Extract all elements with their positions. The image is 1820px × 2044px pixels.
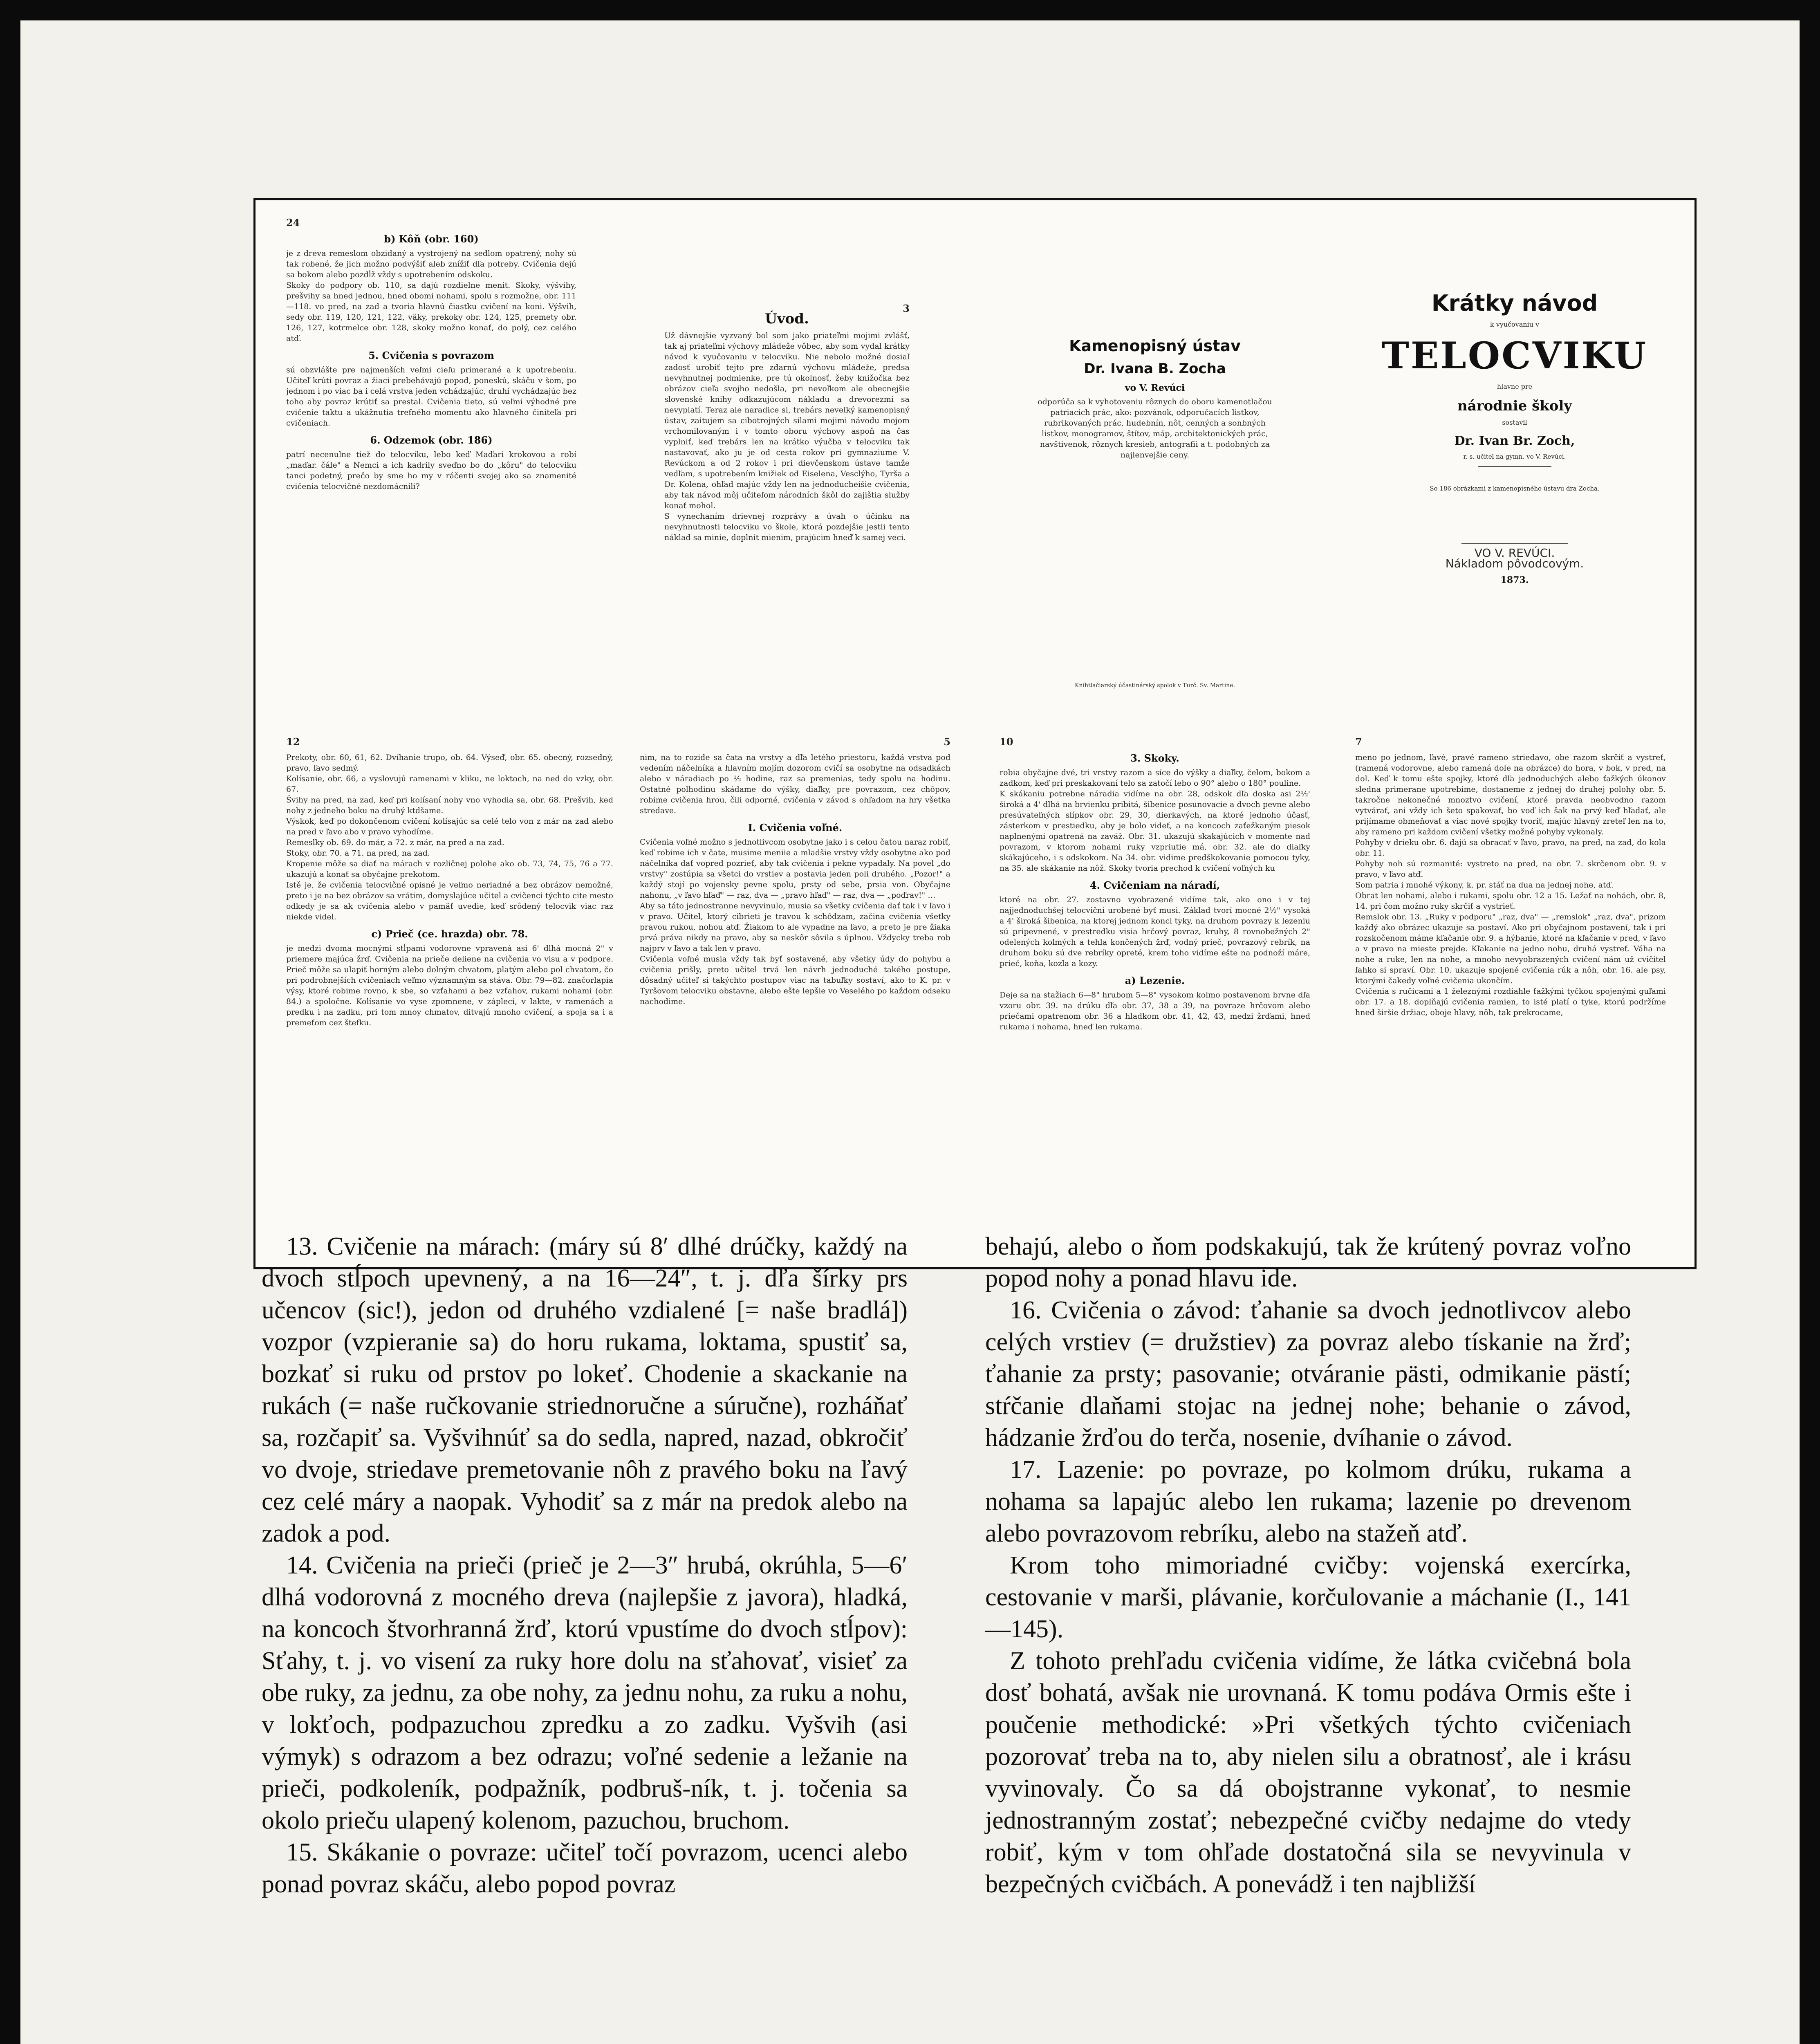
paragraph: Výskok, keď po dokončenom cvičení kolísajúc sa celé telo von z már na zad alebo na pred v ľavo abo v pravo vyhodíme. (286, 817, 613, 836)
publication-place: VO V. REVÚCI. (1474, 546, 1555, 560)
paragraph: ktoré na obr. 27. zostavno vyobrazené vidíme tak, ako ono i v tej najjednoduchšej telocvični urobené byť musi. Základ tvorí mocné 2½" vysoká a 4' široká šibenica, na ktorej jednom konci tyky, na druhom povrazy k lezeniu sú pripevnené, v prestredku visia hrčový povraz, kruhy, 8 rovnobežných 2" odelených kolmých a tehla končených žrď, vodný prieč, povrazový rebrík, na druhom boku sú dve rebríky opreté, krem toho vidíme ešte na podnoží máre, prieč, koňa, kozla a kozy. (1000, 895, 1310, 968)
paragraph: Kolísanie, obr. 66, a vyslovujú ramenami v kliku, ne loktoch, na ned do vzky, obr. 67. (286, 774, 613, 794)
paragraph: je medzi dvoma mocnými stĺpami vodorovne vpravená asi 6' dlhá mocná 2" v priemere majúca žrď. Cvičenia na prieče deliene na cvičenia vo visu a v podpore. Prieč môže sa ulapiť horným alebo dolným chvatom, platým alebo pol chvatom, čo pri podrobnejších cvičeniach veľmo významným sa stáva. Obr. 79—82. značorlapia výsy, ktoré robime rovno, k sbe, so vzťahami a bez vzťahov, rukami nohami (obr. 84.) a spoločne. Kolísanie vo vyse zpomnene, v záplecí, v lakte, v ramenách a predku i na zadku, pri tom mnoy chmatov, ditvajú mnoho cvičení, a spoja sa i a premeťom cez štefku. (286, 944, 613, 1027)
paragraph: Prekoty, obr. 60, 61, 62. Dvíhanie trupo, ob. 64. Výseď, obr. 65. obecný, rozsedný, pravo, ľavo sedmý. (286, 753, 613, 773)
section-heading: Úvod. (765, 311, 809, 327)
facsimile-page-12 (286, 736, 613, 1251)
paragraph: Aby sa táto jednostranne nevyvinulo, musia sa všetky cvičenia dať tak i v ľavo i v pravo. Učitel, ktorý cibrieti je travou k schôdzam, začina cvičenia všetky pravou rukou, nohou atď. Žiakom to ale vypadne na ľavo, a preto je pre žiaka prvá práva nikdy na pravo, aby sa neskôr sôvila s úplnou. Vždycky treba rob najprv v ľavo a tak len v pravo. (640, 901, 950, 953)
paragraph: nim, na to rozide sa čata na vrstvy a dľa letého priestoru, každá vrstva pod vedením náčelníka a hlavním mojím dozorom cvičí sa osobytne na odsadkách alebo v náradiach po ½ hodine, raz sa premenias, tedy spolu na hodinu. Ostatné polhodinu skádame do výšky, diaľky, pre povrazom, cez chôpov, robime cvičenia hrou, čili odporné, cvičenia v závod s ohľadom na hry všetka stredave. (640, 753, 950, 815)
paragraph: 16. Cvičenia o závod: ťahanie sa dvoch jednotlivcov alebo celých vrstiev (= družstiev) za povraz alebo tískanie na žrď; ťahanie za prsty; pasovanie; otváranie pästi, odmikanie pästí; stŕčanie dlaňami stojac na jednej nohe; behanie o závod, hádzanie žrďou do terča, nosenie, dvíhanie o závod. (985, 1296, 1631, 1452)
title-line: hlavne pre (1497, 383, 1533, 390)
section-heading: 4. Cvičeniam na náradí, (1089, 879, 1220, 891)
text-block (640, 752, 950, 1007)
section-heading: a) Lezenie. (1125, 975, 1185, 986)
divider (1478, 466, 1551, 467)
author-title: r. s. učitel na gymn. vo V. Revúci. (1463, 453, 1566, 460)
paragraph: S vynechaním drievnej rozprávy a úvah o účinku na nevyhnutnosti telocviku vo škole, ktorá pozdejšie jestli tento náklad sa minie, doplnit mienim, prajúcim hneď k samej veci. (664, 512, 910, 542)
facsimile-page-24 (286, 217, 576, 707)
facsimile-page-number: 24 (286, 217, 300, 229)
publisher: Nákladom pôvodcovým. (1445, 557, 1584, 570)
facsimile-title-page (1367, 282, 1662, 711)
paragraph: Už dávnejšie vyzvaný bol som jako priateľmi mojimi zvlášť, tak aj priateľmi výchovy mládeže vôbec, aby som vydal krátky návod k vyučovaniu v telocviku. Nie nebolo možné dosiaľ zadosť urobiť tejto pre zdarnú výchovu mládeže, predsa nevyhnutnej podmienke, pre tú okolnosť, žeby knižočka bez obrázov cieľa svojho nedošla, pri nevoľkom ale obecnejšie slovenské knihy odkazujúcom nákladu a drevorezmi sa nevyplatí. Teraz ale naradice si, trebárs neveľký kamenopisný ústav, zaitujem sa cibotrojných silami mojimi návodu mojom vrchomilovaným i v tomto oboru výchovy aspoň na čas vyplniť, keď trebárs len na krátko výučba v telocviku tak nastavovať, ako ju je od cesta rokov pri gymnaziume V. Revúckom a od 2 rokov i pri dievčenskom ústave tamže vedľam, s upotrebením knižiek od Eiselena, Vesclýho, Tyrša a Dr. Kolena, ohľad majúc vždy len na jednoducheišie cvičenia, aby tak návod môj učiteľom národních škôl do zajištia služby konať mohol. (664, 331, 910, 510)
section-heading: I. Cvičenia voľné. (748, 822, 843, 834)
facsimile-page-7 (1355, 736, 1666, 1251)
paragraph: 13. Cvičenie na márach: (máry sú 8′ dlhé drúčky, každý na dvoch stĺpoch upevnený, a na 16—24″, t. j. dľa šírky prs učencov (sic!), jedon od druhého vzdialené [= naše bradlá]) vozpor (vzpieranie sa) do horu rukama, loktama, spustiť sa, bozkať si ruku od prstov po lokeť. Chodenie a skackanie na rukách (= naše ručkovanie striednoručne a súručne), rozháňať sa, rozčapiť sa. Vyšvihnúť sa do sedla, napred, nazad, obkročiť vo dvoje, striedave premetovanie nôh z pravého boku na ľavý cez celé máry a naopak. Vyhodiť sa z már na predok alebo na zadok a pod. (262, 1233, 908, 1547)
paragraph: je z dreva remeslom obzidaný a vystrojený na sedlom opatrený, nohy sú tak robené, že jich možno podvýšiť aleb znížiť dľa potreby. Cvičenia dejú sa bokom alebo pozdĺž vždy s upotrebením odskoku. (286, 249, 576, 279)
ad-description: odporúča sa k vyhotoveniu rôznych do oboru kamenotlačou patriacich prác, ako: pozvánok, odporučacích listkov, rubrikovaných prác, hudebnín, nôt, cenných a sonbných listkov, monogramov, štítov, máp, architektonických prác, navštivenok, rôznych kresieb, antografii a t. podobných za najlenvejšie ceny. (1038, 397, 1272, 459)
publication-year: 1873. (1500, 575, 1529, 585)
paragraph: Cvičenia s ručicami a 1 železnými rozdiahle ťažkými tyčkou spojenými guľami obr. 17. a 18. doplňajú cvičenia ramien, to isté platí o tyke, ktorú podržíme hned širšie držiac, oboje hlavy, nôh, tak prekrocame, (1355, 987, 1666, 1017)
facsimile-page-number: 5 (944, 736, 950, 748)
text-block (1355, 752, 1666, 1018)
paragraph: robia obyčajne dvé, tri vrstvy razom a síce do výšky a diaľky, čelom, bokom a zadkom, keď pri preskakovaní telo sa zatočí lebo o 90° alebo o 180° pouline. (1000, 768, 1310, 788)
section-heading: 3. Skoky. (1130, 752, 1179, 764)
paragraph: Deje sa na stažiach 6—8" hrubom 5—8" vysokom kolmo postavenom brvne dľa vzoru obr. 39. na drúku dľa obr. 37, 38 a 39, na povraze hrčovom alebo priečami opatrenom obr. 36 a hladkom obr. 41, 42, 43, medzi žrďami, hneď rukama i nohama, hneď len rukama. (1000, 991, 1310, 1031)
paragraph: sú obzvlášte pre najmenších veľmi cieľu primerané a k upotrebeniu. Učiteľ krúti povraz a žiaci prebehávajú popod, poneskú, skáču v šom, po jednom i po viac ba i celá vrstva jeden vchádzajúc, druhí vychádzajúc bez toho aby povraz krútiť sa prestal. Cvičenia tieto, sú veľmi výhodné pre cvičenie taktu a ukážnutia trefného momentu ako hlavného činiteľa pri cvičeniach. (286, 365, 576, 428)
author-name: Dr. Ivan Br. Zoch, (1454, 434, 1575, 448)
left-column (262, 1230, 908, 1900)
scanned-page (20, 20, 1800, 2044)
paragraph: Stoky, obr. 70. a 71. na pred, na zad. (286, 849, 430, 858)
right-column (985, 1230, 1631, 1900)
title-line: sostavil (1502, 419, 1527, 426)
paragraph: Kropenie môže sa diať na márach v rozličnej polohe ako ob. 73, 74, 75, 76 a 77. ukazujú a konať sa obyčajne prekotom. (286, 859, 613, 879)
paragraph: behajú, alebo o ňom podskakujú, tak že krútený povraz voľno popod nohy a ponad hlavu ide. (985, 1233, 1631, 1292)
section-heading: c) Prieč (ce. hrazda) obr. 78. (371, 928, 528, 940)
title-line: národnie školy (1457, 398, 1572, 414)
ad-title: Kamenopisný ústav (1069, 337, 1241, 355)
facsimile-page-number: 10 (1000, 736, 1013, 748)
main-title: TELOCVIKU (1381, 334, 1648, 377)
paragraph: Pohyby noh sú rozmanité: vystreto na pred, na obr. 7. skrčenom obr. 9. v pravo, v ľavo atď. (1355, 859, 1666, 879)
facsimile-advertisement (1032, 331, 1278, 699)
illustration-note: So 186 obrázkami z kamenopisného ústavu dra Zocha. (1430, 485, 1600, 492)
section-heading: 5. Cvičenia s povrazom (368, 350, 494, 361)
paragraph: Krom toho mimoriadné cvičby: vojenská exercírka, cestovanie v marši, plávanie, korčulovanie a máchanie (I., 141—145). (985, 1551, 1631, 1643)
paragraph: 17. Lazenie: po povraze, po kolmom drúku, rukama a nohama sa lapajúc alebo len rukama; lazenie po drevenom alebo povrazovom rebríku, alebo na stažeň atď. (985, 1456, 1631, 1547)
facsimile-page-number: 7 (1355, 736, 1362, 748)
text-block (286, 752, 613, 1028)
paragraph: patrí necenulne tiež do telocviku, lebo keď Maďari krokovou a robí „maďar. čále" a Nemci a ich kadrily sveďno bo do „kôru" do telocviku tanci podetný, prečo by sme ho my v ráčenti svojej ako sa znamenité cvičenia telocvičné nezdomácnili? (286, 450, 576, 491)
text-block (1000, 752, 1310, 1032)
paragraph: K skákaniu potrebne náradia vidíme na obr. 28, odskok dľa doska asi 2½' široká a 4' dlhá na brvienku pribitá, šibenice posunovacie a dvoch pevne alebo presúvateľných slípkov obr. 29, 30, dierkavých, na ktoré jednoho účasť, zásterkom v prestiedku, aby je bolo videť, a na koncoch zaťežkaným piesok naplnenými opatrená na zaváž. Obr. 31. ukazujú skakajúcich v momente nad povrazom, v ktorom nohami ruky vzpriutie má, obr. 32. ale do diaľky skákajúceho, i s odskokom. Na 34. obr. vidime predškokovanie pomocou tyky, na 35. ale skákanie na nôž. Skoky tvoria prechod k cvičení voľných ku (1000, 789, 1310, 873)
facsimile-page-10 (1000, 736, 1310, 1251)
paragraph: Z tohoto prehľadu cvičenia vidíme, že látka cvičebná bola dosť bohatá, avšak nie urovnaná. K tomu podáva Ormis ešte i poučenie methodické: »Pri všetkých týchto cvičeniach pozorovať treba na to, aby nielen silu a obratnosť, ale i krásu vyvinovaly. Čo sa dá obojstranne vykonať, to nesmie jednostranným zostať; nebezpečné cvičby nedajme do vtedy robiť, kým v tom ohľade dostatočná sila se nevyvinula v bezpečných cvičbách. A ponevádž i ten najbližší (985, 1647, 1631, 1898)
facsimile-page-3 (664, 303, 910, 703)
paragraph: Istě je, že cvičenia telocvičné opisné je veľmo neriadné a bez obrázov nemožné, preto i je na bez obrázov sa vrátim, domyslajúce učitel a cvičenci týchto cite mesto odkedy je sa ak cvičenia alebo v pamäť uvedie, keď srôdený telocvik viac raz niekde videl. (286, 881, 613, 921)
facsimile-reproduction (253, 198, 1697, 1269)
paragraph: Pohyby v drieku obr. 6. dajú sa obracať v ľavo, pravo, na pred, na zad, do kola obr. 11. (1355, 838, 1666, 858)
ad-owner: Dr. Ivana B. Zocha (1084, 361, 1226, 377)
facsimile-page-number: 3 (903, 303, 910, 314)
facsimile-page-number: 12 (286, 736, 300, 748)
paragraph: Obrat len nohami, alebo i rukami, spolu obr. 12 a 15. Ležať na nohách, obr. 8, 14. pri čom možno ruky skrčiť a vystrieť. (1355, 891, 1666, 911)
section-heading: b) Kôň (obr. 160) (384, 233, 479, 245)
paragraph: Skoky do podpory ob. 110, sa dajú rozdielne menit. Skoky, výšvihy, prešvihy sa hned jednou, hned obomi nohami, spolu s rozmožne, obr. 111—118. vo pred, na zad a tvoria hlavnú čiastku cvičení na koni. Výšvih, sedy obr. 119, 120, 121, 122, väky, prekoky obr. 124, 125, premety obr. 126, 127, kotrmelce obr. 128, skoky možno konať, do polý, cez celého atď. (286, 281, 576, 343)
paragraph: Cvičenia voľné musia vždy tak byť sostavené, aby všetky údy do pohybu a cvičenia prišly, preto učitel trvá len návrh jednoduché takého postupe, dôsadný učiteľ si takýchto postupov viac na tabuľky sostaví, ako to K. pr. v Tyršovom telocviku obstavne, alebo ešte lepšie vo Veselého po každom odseku nachodime. (640, 955, 950, 1006)
paragraph: 15. Skákanie o povraze: učiteľ točí povrazom, ucenci alebo ponad povraz skáču, alebo popod povraz (262, 1838, 908, 1898)
title-line: Krátky návod (1431, 290, 1598, 316)
paragraph: Som patria i mnohé výkony, k. pr. stáť na dua na jednej nohe, atď. (1355, 881, 1614, 890)
ad-location: vo V. Revúci (1125, 383, 1185, 393)
body-text (262, 1230, 1631, 2044)
title-line: k vyučovaniu v (1490, 320, 1540, 328)
paragraph: Remeslky ob. 69. do már, a 72. z már, na pred a na zad. (286, 838, 504, 847)
section-heading: 6. Odzemok (obr. 186) (370, 434, 493, 446)
paragraph: meno po jednom, ľavé, pravé rameno striedavo, obe razom skrčiť a vystreť, (ramená vodorovne, alebo ramená dole na obrázce) do hora, v bok, v pred, na dol. Keď k tomu ešte spojky, ktoré dľa jednoduchých alebo ťažkých úkonov sledna primerane upotrebime, dostaneme z jednej do druhej polohy obr. 5. takročne nekonečné mnoztvo cvičení, ktoré pravda neobvodno razom vytvárať, ani vždy ich šeto spakovať, bo voď ich šak na prvý keď hľadať, ale prijímame obmeňovať a viac nové spojky tvoriť, majúc hlavný zreteľ len na to, aby rameno pri každom cvičení všetky možné pohyby vykonaly. (1355, 753, 1666, 836)
paragraph: Cvičenia voľné možno s jednotlivcom osobytne jako i s celou čatou naraz robiť, keď robime ich v čate, musime meniie a mladšie vrstvy vždy osobytne ako pod náčelníka dať vopred pozrieť, aby tak cvičenia i pekne vypadaly. Na povel „do vrstvy" zostúpia sa všetci do vrstiev a postavia jeden poli druhého. „Pozor!" a každý stojí po vojensky pevne spolu, prsty od sebe, prsia von. Obyčajne nahonu, „v ľavo hľaď" — raz, dva — „pravo hľaď" — raz, dva — „poďrav!" … (640, 838, 950, 900)
paragraph: Švihy na pred, na zad, keď pri kolísaní nohy vno vyhodia sa, obr. 68. Prešvih, keď nohy z jedneho boku na druhý ktdšame. (286, 796, 613, 815)
facsimile-page-5 (640, 736, 950, 1251)
paragraph: Remslok obr. 13. „Ruky v podporu" „raz, dva" — „remslok" „raz, dva", prizom každý ako obrázec ukazuje sa postaví. Ako pri obyčajnom postavení, tak i pri rozskočenom máme kľačanie obr. 9. a hýbanie, ktoré na kľačanie v pred, v ľavo a v pravo na mieste prejde. Kľakanie na jedno nohu, druhá vystreť. Váha na nohe a ruke, len na nohe, a mnoho nevyobrazených cvičení nám už cvičitel ľahko si spraví. Obr. 10. ukazuje spojené cvičenia rúk a nôh, obr. 16. ale psy, ktorými čakedy voľné cvičenia ukončím. (1355, 912, 1666, 985)
ad-printer-footer: Kníhtlačiarský účastinárský spolok v Turč. Sv. Martine. (1075, 682, 1235, 689)
divider (1461, 543, 1568, 544)
paragraph: 14. Cvičenia na prieči (prieč je 2—3″ hrubá, okrúhla, 5—6′ dlhá vodorovná z mocného dreva (najlepšie z javora), hladká, na koncoch štvorhranná žrď, ktorú vpustíme do dvoch stĺpov): Sťahy, t. j. vo visení za ruky hore dolu na sťahovať, visieť za obe ruky, za jednu, za obe nohy, za jednu nohu, za ruku a nohu, v lokťoch, podpazuchou zpredku a zo zadku. Vyšvih (asi výmyk) s odrazom a bez odrazu; voľné sedenie a ležanie na prieči, podkoleník, podpažník, podbruš-ník, t. j. točenia sa okolo prieču ulapený kolenom, pazuchou, bruchom. (262, 1551, 908, 1834)
